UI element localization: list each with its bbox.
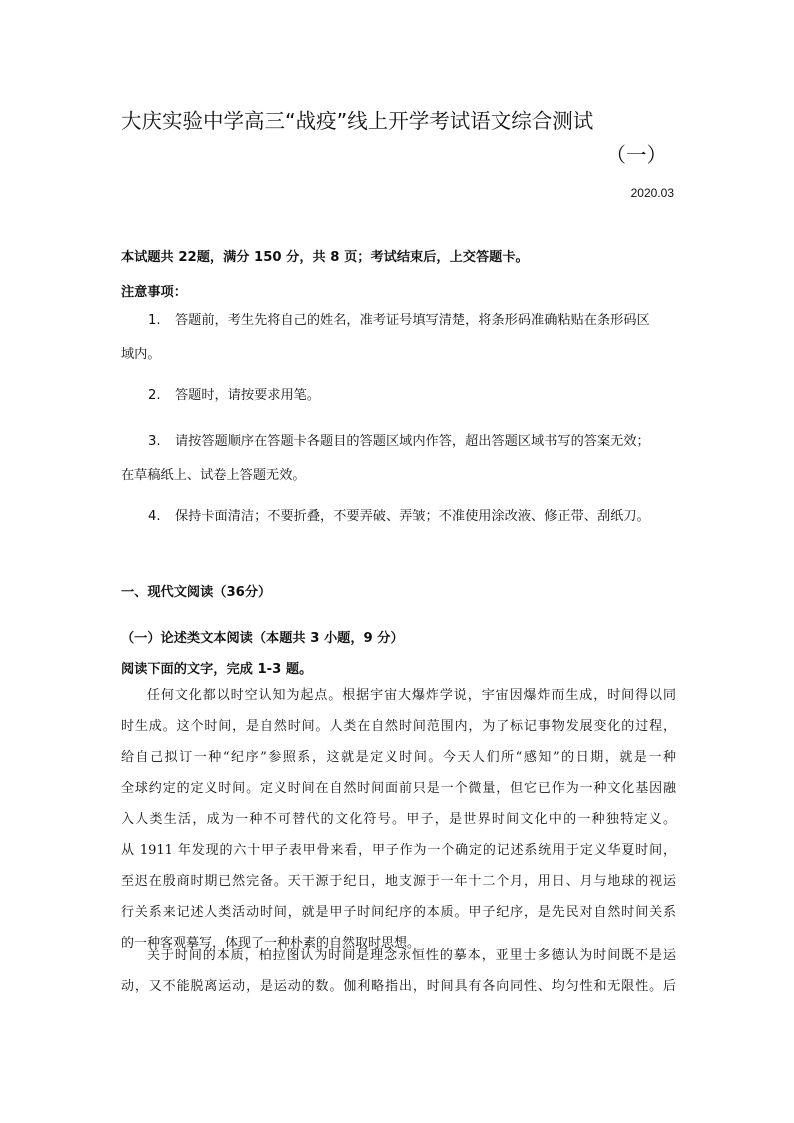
- passage-line: 的一种客观摹写，体现了一种朴素的自然取时思想。: [121, 936, 421, 951]
- subsection-heading: （一）论述类文本阅读（本题共 3 小题，9 分）: [121, 631, 404, 646]
- title-line-2: （一）: [605, 143, 667, 167]
- passage-line: 至迟在殷商时期已然完备。天干源于纪日，地支源于一年十二个月，用日、月与地球的视运: [121, 874, 676, 889]
- notice-number: 4.: [148, 509, 161, 524]
- notice-text: 请按答题顺序在答题卡各题目的答题区域内作答，超出答题区域书写的答案无效；: [175, 434, 650, 449]
- notice-title: 注意事项：: [121, 285, 187, 300]
- notice-item: [121, 379, 676, 413]
- notice-item: [121, 425, 676, 493]
- notice-text: 答题前，考生先将自己的姓名，准考证号填写清楚，将条形码准确粘贴在条形码区: [175, 313, 650, 328]
- passage-line: 从 1911 年发现的六十甲子表甲骨来看，甲子作为一个确定的记述系统用于定义华夏时间，: [121, 843, 676, 858]
- exam-title: [121, 104, 675, 172]
- passage-line: 任何文化都以时空认知为起点。根据宇宙大爆炸学说，宇宙因爆炸而生成，时间得以同: [147, 688, 676, 703]
- passage-line: 全球约定的定义时间。定义时间在自然时间面前只是一个微量，但它已作为一种文化基因融: [121, 781, 676, 796]
- notice-text: 保持卡面清洁；不要折叠，不要弄破、弄皱；不准使用涂改液、修正带、刮纸刀。: [175, 509, 650, 524]
- notice-number: 1.: [148, 313, 161, 328]
- notice-number: 2.: [148, 388, 161, 403]
- notice-item: [121, 304, 676, 372]
- notice-text: 在草稿纸上、试卷上答题无效。: [121, 468, 306, 483]
- reading-instruction: 阅读下面的文字，完成 1-3 题。: [121, 662, 313, 677]
- exam-date: 2020.03: [630, 186, 674, 200]
- notice-number: 3.: [148, 434, 161, 449]
- notice-item: [121, 500, 676, 534]
- notice-text: 域内。: [121, 347, 161, 362]
- passage-line: 时生成。这个时间，是自然时间。人类在自然时间范围内，为了标记事物发展变化的过程，: [121, 719, 676, 734]
- passage-line: 行关系来记述人类活动时间，就是甲子时间纪序的本质。甲子纪序，是先民对自然时间关系: [121, 905, 676, 920]
- exam-summary: 本试题共 22题，满分 150 分，共 8 页；考试结束后，上交答题卡。: [121, 250, 529, 265]
- passage-line: 动，又不能脱离运动，是运动的数。伽利略指出，时间具有各向同性、均匀性和无限性。后: [121, 979, 676, 994]
- passage-paragraph-2: [121, 940, 676, 1002]
- passage-paragraph-1: [121, 680, 676, 959]
- notice-text: 答题时，请按要求用笔。: [175, 388, 321, 403]
- passage-line: 给自己拟订一种“纪序”参照系，这就是定义时间。今天人们所“感知”的日期，就是一种: [121, 750, 676, 765]
- title-line-1: 大庆实验中学高三“战疫”线上开学考试语文综合测试: [121, 109, 594, 133]
- section-heading: 一、现代文阅读（36分）: [121, 585, 272, 600]
- passage-line: 入人类生活，成为一种不可替代的文化符号。甲子，是世界时间文化中的一种独特定义。: [121, 812, 676, 827]
- passage-line: 关于时间的本质，柏拉图认为时间是理念永恒性的摹本，亚里士多德认为时间既不是运: [147, 948, 676, 963]
